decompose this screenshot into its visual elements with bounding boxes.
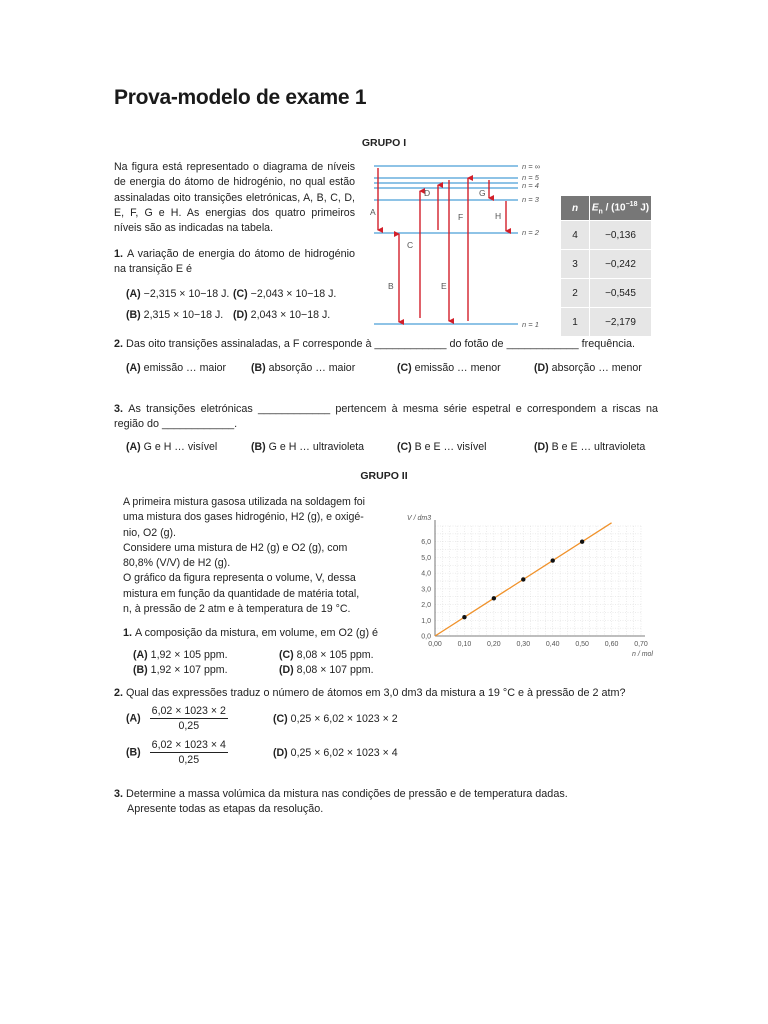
- g1-q2: 2. Das oito transições assinaladas, a F corresponde à ____________ do fotão de ____________ frequência.: [114, 338, 636, 350]
- g2-q1: 1. A composição da mistura, em volume, em O2 (g) é: [123, 627, 379, 639]
- g2-q3: 3. Determine a massa volúmica da mistura nas condições de pressão e de temperatura dadas. Apresente todas as etapas da resolução.: [114, 788, 568, 815]
- y-tick-label: 6,0: [421, 539, 431, 547]
- y-tick-label: 0,0: [421, 633, 431, 641]
- volume-chart: [395, 508, 660, 660]
- group2-intro: A primeira mistura gasosa utilizada na soldagem foi uma mistura dos gases hidrogénio, H2 (g), e oxigé- nio, O2 (g). Considere uma mistura de H2 (g) e O2 (g), com 80,8% (V/V) de H2 (g). O gráfico da figura representa o volume, V, dessa mistura em função da quantidade de matéria total, n, à pressão de 2 atm e à temperatura de 19 °C.: [123, 496, 366, 616]
- energy-table: [560, 195, 652, 337]
- group1-heading: GRUPO I: [361, 137, 407, 149]
- label-g: G: [479, 188, 486, 198]
- table-row: 3 −0,242: [561, 250, 652, 279]
- g2-q2-option-a[interactable]: (A) $\frac{6,02 \times 1023 \times 2}{0,25}$: [126, 705, 226, 732]
- g2-q2-option-b[interactable]: (B) $\frac{6,02 \times 1023 \times 4}{0,25}$: [126, 739, 226, 766]
- g1-q2-option-d[interactable]: (D) absorção … menor: [534, 362, 642, 374]
- g1-q1-option-a[interactable]: (A) −2,315 × 10−18 J.: [126, 288, 230, 300]
- x-tick-label: 0,20: [487, 641, 501, 648]
- g2-q1-option-d[interactable]: (D) 8,08 × 107 ppm.: [279, 664, 374, 676]
- y-tick-label: 4,0: [421, 570, 431, 578]
- x-tick-label: 0,60: [604, 641, 619, 648]
- g1-q1: 1. A variação de energia do átomo de hidrogénio na transição E é: [114, 248, 355, 275]
- g1-q3-option-b[interactable]: (B) G e H … ultravioleta: [251, 441, 365, 453]
- label-e: E: [441, 281, 447, 291]
- level-label-1: n = 1: [522, 320, 539, 329]
- group2-heading: GRUPO II: [360, 470, 408, 482]
- table-header-e: $E_n / (10^{-18}$ J): [590, 196, 652, 221]
- y-tick-label: 2,0: [421, 602, 431, 610]
- level-label-2: n = 2: [522, 228, 539, 237]
- g2-q2-option-c[interactable]: (C) 0,25 × 6,02 × 1023 × 2: [273, 713, 398, 725]
- g1-q3-option-a[interactable]: (A) G e H … visível: [126, 441, 218, 453]
- g1-q1-option-d[interactable]: (D) 2,043 × 10−18 J.: [233, 309, 331, 321]
- g2-q2-option-d[interactable]: (D) 0,25 × 6,02 × 1023 × 4: [273, 747, 398, 759]
- g1-q2-option-b[interactable]: (B) absorção … maior: [251, 362, 356, 374]
- label-c: C: [407, 240, 414, 250]
- label-a: A: [370, 207, 376, 217]
- x-tick-label: 0,00: [428, 641, 442, 648]
- y-tick-label: 5,0: [421, 554, 431, 562]
- level-label-inf: n = ∞: [522, 162, 541, 171]
- y-tick-label: 3,0: [421, 586, 431, 594]
- label-b: B: [388, 281, 394, 291]
- g1-q3: 3. As transições eletrónicas ____________ pertencem à mesma série espetral e correspondem a riscas na região do ____________.: [114, 403, 658, 430]
- g1-q2-option-c[interactable]: (C) emissão … menor: [397, 362, 501, 374]
- label-d: D: [424, 188, 431, 198]
- data-point: [492, 596, 496, 600]
- g2-q2: 2. Qual das expressões traduz o número de átomos em 3,0 dm3 da mistura a 19 °C e à pressão de 2 atm?: [114, 687, 626, 699]
- g2-q1-option-b[interactable]: (B) 1,92 × 107 ppm.: [133, 664, 228, 676]
- x-tick-label: 0,70: [634, 641, 648, 648]
- table-row: 2 −0,545: [561, 279, 652, 308]
- data-point: [521, 577, 525, 581]
- x-tick-label: 0,10: [457, 641, 472, 648]
- page-title: Prova-modelo de exame 1: [114, 86, 367, 109]
- energy-level-diagram: [365, 158, 550, 334]
- table-header-n: n: [561, 196, 590, 221]
- level-label-3: n = 3: [522, 195, 539, 204]
- table-row: 1 −2,179: [561, 308, 652, 337]
- data-point: [551, 558, 555, 562]
- data-point: [580, 540, 584, 544]
- y-axis-label: V / dm3: [407, 515, 432, 522]
- g1-q3-option-d[interactable]: (D) B e E … ultravioleta: [534, 441, 646, 453]
- label-h: H: [495, 211, 502, 221]
- g2-q1-option-a[interactable]: (A) 1,92 × 105 ppm.: [133, 649, 228, 661]
- x-tick-label: 0,40: [545, 641, 560, 648]
- x-tick-label: 0,50: [575, 641, 589, 648]
- g1-q1-option-c[interactable]: (C) −2,043 × 10−18 J.: [233, 288, 337, 300]
- y-tick-label: 1,0: [421, 617, 431, 625]
- g1-q3-option-c[interactable]: (C) B e E … visível: [397, 441, 487, 453]
- x-axis-label: n / mol: [631, 651, 653, 658]
- x-tick-label: 0,30: [516, 641, 531, 648]
- g1-q1-option-b[interactable]: (B) 2,315 × 10−18 J.: [126, 309, 224, 321]
- label-f: F: [458, 212, 464, 222]
- table-row: 4 −0,136: [561, 221, 652, 250]
- group1-intro: Na figura está representado o diagrama de níveis de energia do átomo de hidrogénio, no qual estão assinaladas oito transições eletrónicas, A, B, C, D, E, F, G e H. As energias dos quatro primeiros níveis são as indicadas na tabela.: [114, 161, 355, 235]
- g2-q1-option-c[interactable]: (C) 8,08 × 105 ppm.: [279, 649, 374, 661]
- g1-q2-option-a[interactable]: (A) emissão … maior: [126, 362, 227, 374]
- level-label-5: n = 5: [522, 173, 539, 182]
- level-label-4: n = 4: [522, 181, 539, 190]
- data-point: [462, 615, 466, 619]
